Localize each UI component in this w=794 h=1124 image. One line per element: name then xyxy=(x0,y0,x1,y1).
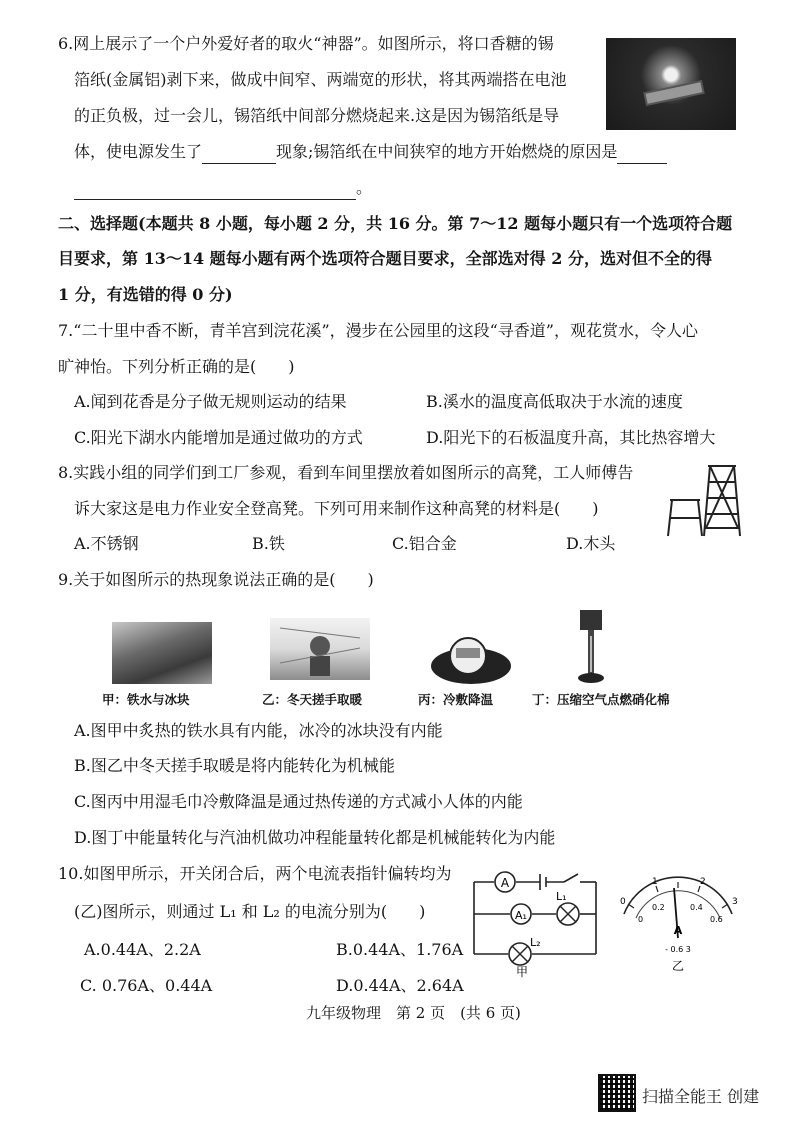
answer-blank-1[interactable] xyxy=(202,145,276,164)
q6-line-4b: 现象;锡箔纸在中间狭窄的地方开始燃烧的原因是 xyxy=(276,142,618,161)
circuit-diagram-jia xyxy=(468,862,602,980)
q10-option-c: C. 0.76A、0.44A xyxy=(80,976,213,995)
q10-option-d: D.0.44A、2.64A xyxy=(336,976,464,995)
diagram-label-jia: 甲 xyxy=(515,965,529,979)
q9-option-a: A.图甲中炙热的铁水具有内能，冰冷的冰块没有内能 xyxy=(74,721,443,740)
answer-blank-2[interactable] xyxy=(617,145,667,164)
q6-line-3: 的正负极，过一会儿，锡箔纸中间部分燃烧起来.这是因为锡箔纸是导 xyxy=(74,106,560,125)
q8-option-a: A.不锈钢 xyxy=(74,534,139,553)
q8-line-1: 8.实践小组的同学们到工厂参观，看到车间里摆放着如图所示的高凳，工人师傅告 xyxy=(58,463,634,482)
q9-caption-bing: 丙：冷敷降温 xyxy=(418,692,494,707)
diagram-label-yi: 乙 xyxy=(671,959,685,973)
answer-blank-3[interactable] xyxy=(74,181,356,200)
q7-option-d: D.阳光下的石板温度升高，其比热容增大 xyxy=(426,428,716,447)
dial-inner-tick-2: 0.4 xyxy=(690,903,703,912)
section2-line-1: 二、选择题(本题共 8 小题，每小题 2 分，共 16 分。第 7～12 题每小题只有一个选项符合题 xyxy=(58,214,733,233)
q9-image-bing xyxy=(426,630,516,686)
q7-line-1: 7.“二十里中香不断，青羊宫到浣花溪”，漫步在公园里的这段“寻香道”，观花赏水，令人心 xyxy=(58,321,698,340)
section2-line-2: 目要求，第 13～14 题每小题有两个选项符合题目要求，全部选对得 2 分，选对但不全的得 xyxy=(58,249,712,268)
q9-caption-jia: 甲：铁水与冰块 xyxy=(102,692,190,707)
dial-inner-tick-0: 0 xyxy=(638,915,644,924)
ammeter-dial-yi xyxy=(614,874,742,974)
battery-foil-image xyxy=(606,38,736,130)
dial-outer-tick-0: 0 xyxy=(620,897,626,907)
scanner-watermark: 扫描全能王 创建 xyxy=(642,1087,760,1106)
q8-option-c: C.铝合金 xyxy=(392,534,457,553)
q6-line-1: 6.网上展示了一个户外爱好者的取火“神器”。如图所示，将口香糖的锡 xyxy=(58,34,554,53)
q6-line-5 xyxy=(74,176,372,200)
dial-unit: A xyxy=(673,924,683,937)
ammeter-a-label: A xyxy=(500,876,510,890)
lamp-l1-label: L₁ xyxy=(556,890,567,903)
ammeter-a1-label: A₁ xyxy=(515,909,527,922)
q9-caption-ding: 丁：压缩空气点燃硝化棉 xyxy=(532,692,670,707)
dial-inner-tick-3: 0.6 xyxy=(710,915,723,924)
q10-option-a: A.0.44A、2.2A xyxy=(84,940,201,959)
page-footer: 九年级物理 第 2 页 (共 6 页) xyxy=(306,1004,521,1022)
q9-image-yi xyxy=(270,618,370,680)
q9-caption-yi: 乙：冬天搓手取暖 xyxy=(262,692,363,707)
q6-line-4 xyxy=(74,140,667,164)
q8-line-2: 诉大家这是电力作业安全登高凳。下列可用来制作这种高凳的材料是( ) xyxy=(74,499,599,518)
q9-option-d: D.图丁中能量转化与汽油机做功冲程能量转化都是机械能转化为内能 xyxy=(74,828,556,847)
q10-option-b: B.0.44A、1.76A xyxy=(336,940,464,959)
lamp-l2-label: L₂ xyxy=(530,936,541,949)
q7-option-b: B.溪水的温度高低取决于水流的速度 xyxy=(426,392,683,411)
q9-option-b: B.图乙中冬天搓手取暖是将内能转化为机械能 xyxy=(74,756,395,775)
q6-line-2: 箔纸(金属铝)剥下来，做成中间窄、两端宽的形状，将其两端搭在电池 xyxy=(74,70,567,89)
q8-option-b: B.铁 xyxy=(252,534,285,553)
qr-code-icon xyxy=(598,1074,636,1112)
q7-line-2: 旷神怡。下列分析正确的是( ) xyxy=(58,357,295,376)
section2-line-3: 1 分，有选错的得 0 分) xyxy=(58,285,233,304)
q9-option-c: C.图丙中用湿毛巾冷敷降温是通过热传递的方式减小人体的内能 xyxy=(74,792,523,811)
q9-image-jia xyxy=(112,622,212,684)
dial-outer-tick-2: 2 xyxy=(700,877,706,887)
dial-outer-tick-3: 3 xyxy=(732,897,738,907)
q7-option-a: A.闻到花香是分子做无规则运动的结果 xyxy=(74,392,347,411)
q8-option-d: D.木头 xyxy=(566,534,616,553)
q9-stem: 9.关于如图所示的热现象说法正确的是( ) xyxy=(58,570,374,589)
safety-stool-image xyxy=(664,460,744,540)
dial-terminals: - 0.6 3 xyxy=(665,945,691,954)
q6-line-4a: 体，使电源发生了 xyxy=(74,142,203,161)
q6-period: 。 xyxy=(356,178,373,197)
q9-image-ding xyxy=(572,606,612,688)
q10-line-2: (乙)图所示，则通过 L₁ 和 L₂ 的电流分别为( ) xyxy=(74,902,426,921)
dial-inner-tick-1: 0.2 xyxy=(652,903,665,912)
q6-photo xyxy=(606,38,736,130)
q7-option-c: C.阳光下湖水内能增加是通过做功的方式 xyxy=(74,428,363,447)
dial-outer-tick-1: 1 xyxy=(652,877,658,887)
q10-line-1: 10.如图甲所示，开关闭合后，两个电流表指针偏转均为 xyxy=(58,864,452,883)
